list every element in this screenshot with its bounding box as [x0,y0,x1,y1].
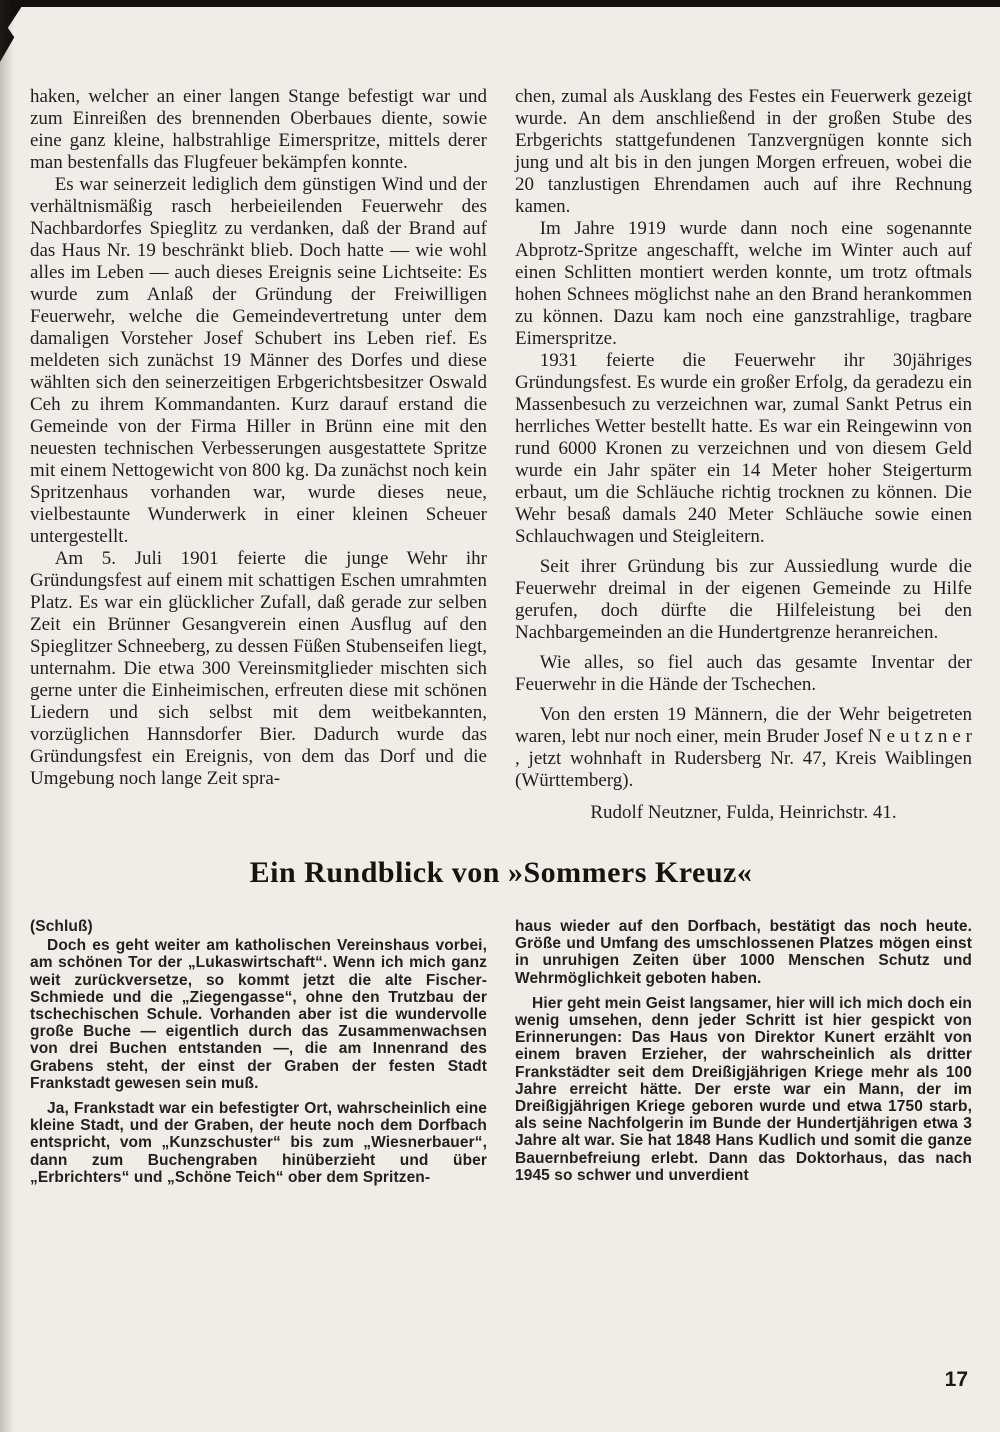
paragraph: Hier geht mein Geist langsamer, hier will ich mich doch ein wenig umsehen, denn jeder Schritt ist hier gespickt von Erinnerungen: Das Haus von Direktor Kunert erzählt von einem braven Erzieher, der wahrscheinlich als dritter Frankstädter seit dem Dreißigjährigen Kriege mehr als 100 Jahre erreicht hätte. Der erste war ein Mann, der im Dreißigjährigen Kriege geboren wurde und etwa 1750 starb, als seine Nachfolgerin im Bunde der Hundertjährigen etwa 3 Jahre alt war. Sie hat 1848 Hans Kudlich und somit die ganze Bauernbefreiung erlebt. Dann das Doktorhaus, das nach 1945 so schwer und unverdient [515,994,972,1184]
paragraph: (Schluß) [30,918,93,935]
paragraph: Rudolf Neutzner, Fulda, Heinrichstr. 41. [590,802,897,823]
feuerwehr-article-left-column [30,86,487,824]
paragraph: chen, zumal als Ausklang des Festes ein Feuerwerk gezeigt wurde. An dem anschließend in der großen Stube des Erbgerichts stattgefundenen Tanzvergnügen konnte sich jung und alt bis in den jungen Morgen erfreuen, wobei die 20 tanzlustigen Ehrendamen auch auf ihre Rechnung kamen. [515,86,972,217]
rundblick-article-right-column [515,918,972,1186]
feuerwehr-article-right-column [515,86,972,824]
paragraph: Doch es geht weiter am katholischen Vereinshaus vorbei, am schönen Tor der „Lukaswirtschaft“. Wenn ich mich ganz weit zurückversetze, so kommt jetzt die alte Fischer-Schmiede und die „Ziegengasse“, ohne den Trutzbau der tschechischen Schule. Vorhanden aber ist die wundervolle große Buche — eigentlich durch das Zusammenwachsen von drei Buchen entstanden —, die am Innenrand des Grabens steht, der einst der Graben der festen Stadt Frankstadt gewesen sein muß. [30,937,487,1092]
paragraph: Es war seinerzeit lediglich dem günstigen Wind und der verhältnismäßig rasch herbeieilenden Feuerwehr des Nachbardorfes Spieglitz zu verdanken, daß der Brand auf das Haus Nr. 19 beschränkt blieb. Doch hatte — wie wohl alles im Leben — auch dieses Ereignis seine Lichtseite: Es wurde zum Anlaß der Gründung der Freiwilligen Feuerwehr, welche die Gemeindevertretung unter dem damaligen Vorsteher Josef Schubert ins Leben rief. Es meldeten sich zunächst 19 Männer des Dorfes und diese wählten sich den seinerzeitigen Erbgerichtsbesitzer Oswald Ceh zu ihrem Kommandanten. Kurz darauf erstand die Gemeinde von der Firma Hiller in Brünn eine mit den neuesten technischen Verbesserungen ausgestattete Spritze mit einem Nettogewicht von 800 kg. Da zunächst noch kein Spritzenhaus vorhanden war, wurde dieses neue, vielbestaunte Wunderwerk in einer kleinen Scheuer untergestellt. [30,174,487,547]
paragraph: haus wieder auf den Dorfbach, bestätigt das noch heute. Größe und Umfang des umschlossenen Platzes mögen einst in unruhigen Zeiten über 1000 Menschen Schutz und Wehrmöglichkeit geboten haben. [515,918,972,987]
scan-artifact-left-shade [0,0,14,1432]
paragraph: Im Jahre 1919 wurde dann noch eine sogenannte Abprotz-Spritze angeschafft, welche im Winter auch auf einen Schlitten montiert werden konnte, um trotz oftmals hohen Schnees möglichst nahe an den Brand herankommen zu können. Dazu kam noch eine ganzstrahlige, tragbare Eimerspritze. [515,218,972,349]
rundblick-article [30,918,972,1186]
scan-artifact-top-bar [0,0,1000,7]
paragraph: Am 5. Juli 1901 feierte die junge Wehr ihr Gründungsfest auf einem mit schattigen Eschen umrahmten Platz. Es war ein glücklicher Zufall, daß gerade zur selben Zeit ein Brünner Gesangverein einen Ausflug auf den Spieglitzer Schneeberg, zu dessen Füßen Stubenseifen liegt, unternahm. Die etwa 300 Vereinsmitglieder mischten sich gerne unter die Einheimischen, erfreuten diese mit schönen Liedern und sich selbst mit dem weitbekannten, vorzüglichen Hannsdorfer Bier. Dadurch wurde das Gründungsfest ein Ereignis, von dem das Dorf und die Umgebung noch lange Zeit spra- [30,548,487,789]
paragraph: Von den ersten 19 Männern, die der Wehr beigetreten waren, lebt nur noch einer, mein Bruder Josef N e u t z n e r , jetzt wohnhaft in Rudersberg Nr. 47, Kreis Waiblingen (Württemberg). [515,704,972,791]
paragraph: Ja, Frankstadt war ein befestigter Ort, wahrscheinlich eine kleine Stadt, und der Graben, der heute noch dem Dorfbach entspricht, vom „Kunzschuster“ bis zum „Wiesnerbauer“, dann zum Buchengraben hinüberzieht und über „Erbrichters“ und „Schöne Teich“ ober dem Spritzen- [30,1100,487,1186]
feuerwehr-article [30,86,972,824]
paragraph: Wie alles, so fiel auch das gesamte Inventar der Feuerwehr in die Hände der Tschechen. [515,652,972,695]
paragraph: haken, welcher an einer langen Stange befestigt war und zum Einreißen des brennenden Oberbaues diente, sowie eine ganz kleine, halbstrahlige Eimerspritze, mittels derer man bestenfalls das Flugfeuer bekämpfen konnte. [30,86,487,173]
rundblick-article-left-column [30,918,487,1186]
rundblick-article-headline: Ein Rundblick von »Sommers Kreuz« [249,856,753,889]
paragraph: 1931 feierte die Feuerwehr ihr 30jähriges Gründungsfest. Es wurde ein großer Erfolg, da geradezu ein Massenbesuch zu verzeichnen war, zumal Sankt Petrus ein herrliches Wetter bestellt hatte. Es war ein Reingewinn von rund 6000 Kronen zu verzeichnen und von diesem Geld wurde ein Jahr später ein 14 Meter hoher Steigerturm erbaut, um die Schläuche richtig trocknen zu können. Die Wehr besaß damals 240 Meter Schläuche sowie einen Schlauchwagen und Steigleitern. [515,350,972,547]
paragraph: Seit ihrer Gründung bis zur Aussiedlung wurde die Feuerwehr dreimal in der eigenen Gemeinde zu Hilfe gerufen, doch dürfte die Hilfeleistung bei den Nachbargemeinden an die Hundertgrenze heranreichen. [515,556,972,643]
page-number: 17 [944,1368,968,1391]
page-content [30,86,972,1186]
